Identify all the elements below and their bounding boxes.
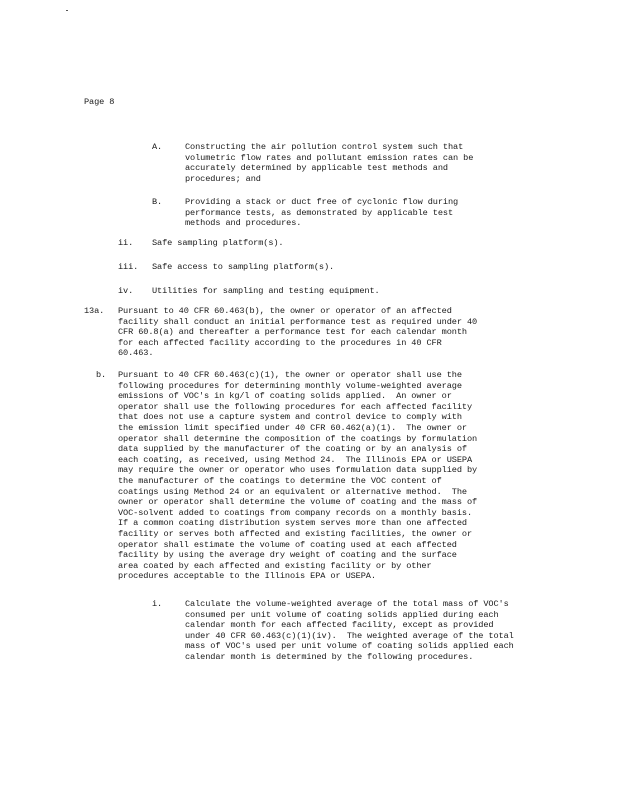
text-line: mass of VOC's used per unit volume of coating solids applied each bbox=[185, 641, 514, 652]
para-13b-label: b. bbox=[96, 370, 107, 380]
item-iii-label: iii. bbox=[118, 262, 139, 272]
text-line: the manufacturer of the coatings to determine the VOC content of bbox=[118, 475, 442, 486]
text-line: each coating, as received, using Method 24. The Illinois EPA or USEPA bbox=[118, 454, 472, 465]
text-line: Constructing the air pollution control system such that bbox=[185, 142, 464, 152]
item-ii-label: ii. bbox=[118, 238, 134, 248]
para-13b-text bbox=[118, 370, 477, 582]
text-line: VOC-solvent added to coatings from company records on a monthly basis. bbox=[118, 507, 472, 518]
text-line: procedures acceptable to the Illinois EPA or USEPA. bbox=[118, 571, 376, 582]
text-line: data supplied by the manufacturer of the coating or by an analysis of bbox=[118, 444, 467, 455]
text-line: consumed per unit volume of coating solids applied during each bbox=[185, 609, 499, 620]
text-line: volumetric flow rates and pollutant emission rates can be bbox=[185, 152, 474, 163]
para-13a-label: 13a. bbox=[84, 306, 105, 316]
text-line: operator shall estimate the volume of coating used at each affected bbox=[118, 539, 457, 550]
text-line: operator shall use the following procedures for each affected facility bbox=[118, 401, 472, 412]
text-line: that does not use a capture system and control device to comply with bbox=[118, 412, 462, 423]
text-line: following procedures for determining monthly volume-weighted average bbox=[118, 380, 462, 391]
text-line: may require the owner or operator who uses formulation data supplied by bbox=[118, 465, 478, 476]
item-B-label: B. bbox=[152, 197, 163, 207]
text-line: the emission limit specified under 40 CFR 60.462(a)(1). The owner or bbox=[118, 422, 467, 433]
text-line: coatings using Method 24 or an equivalent or alternative method. The bbox=[118, 486, 467, 497]
text-line: operator shall determine the composition of the coatings by formulation bbox=[118, 433, 478, 444]
text-line: 60.463. bbox=[118, 348, 154, 359]
text-line: owner or operator shall determine the volume of coating and the mass of bbox=[118, 497, 478, 508]
item-ii-text: Safe sampling platform(s). bbox=[152, 238, 284, 248]
text-line: Pursuant to 40 CFR 60.463(c)(1), the owner or operator shall use the bbox=[118, 370, 462, 380]
text-line: facility or serves both affected and existing facilities, the owner or bbox=[118, 528, 472, 539]
text-line: methods and procedures. bbox=[185, 218, 302, 229]
item-iv-text: Utilities for sampling and testing equipment. bbox=[152, 286, 380, 296]
text-line: CFR 60.8(a) and thereafter a performance test for each calendar month bbox=[118, 327, 467, 338]
item-i-label: i. bbox=[152, 599, 163, 609]
item-A-label: A. bbox=[152, 142, 163, 152]
text-line: Calculate the volume-weighted average of the total mass of VOC's bbox=[185, 599, 509, 609]
text-line: area coated by each affected and existing facility or by other bbox=[118, 560, 432, 571]
text-line: accurately determined by applicable test methods and bbox=[185, 163, 448, 174]
item-A-text bbox=[185, 142, 473, 184]
text-line: performance tests, as demonstrated by applicable test bbox=[185, 207, 454, 218]
text-line: for each affected facility according to the procedures in 40 CFR bbox=[118, 337, 442, 348]
text-line: Providing a stack or duct free of cyclonic flow during bbox=[185, 197, 459, 207]
item-iv-label: iv. bbox=[118, 286, 134, 296]
item-iii-text: Safe access to sampling platform(s). bbox=[152, 262, 335, 272]
scan-speck bbox=[66, 10, 68, 11]
text-line: If a common coating distribution system serves more than one affected bbox=[118, 518, 467, 529]
item-B-text bbox=[185, 197, 458, 229]
text-line: facility shall conduct an initial performance test as required under 40 bbox=[118, 316, 478, 327]
text-line: calendar month for each affected facility, except as provided bbox=[185, 620, 494, 631]
item-i-text bbox=[185, 599, 514, 663]
page-label: Page 8 bbox=[84, 97, 115, 107]
text-line: procedures; and bbox=[185, 173, 261, 184]
text-line: emissions of VOC's in kg/l of coating solids applied. An owner or bbox=[118, 391, 452, 402]
text-line: Pursuant to 40 CFR 60.463(b), the owner or operator of an affected bbox=[118, 306, 452, 316]
text-line: calendar month is determined by the following procedures. bbox=[185, 651, 474, 662]
para-13a-text bbox=[118, 306, 477, 359]
text-line: facility by using the average dry weight of coating and the surface bbox=[118, 550, 457, 561]
text-line: under 40 CFR 60.463(c)(1)(iv). The weighted average of the total bbox=[185, 630, 514, 641]
